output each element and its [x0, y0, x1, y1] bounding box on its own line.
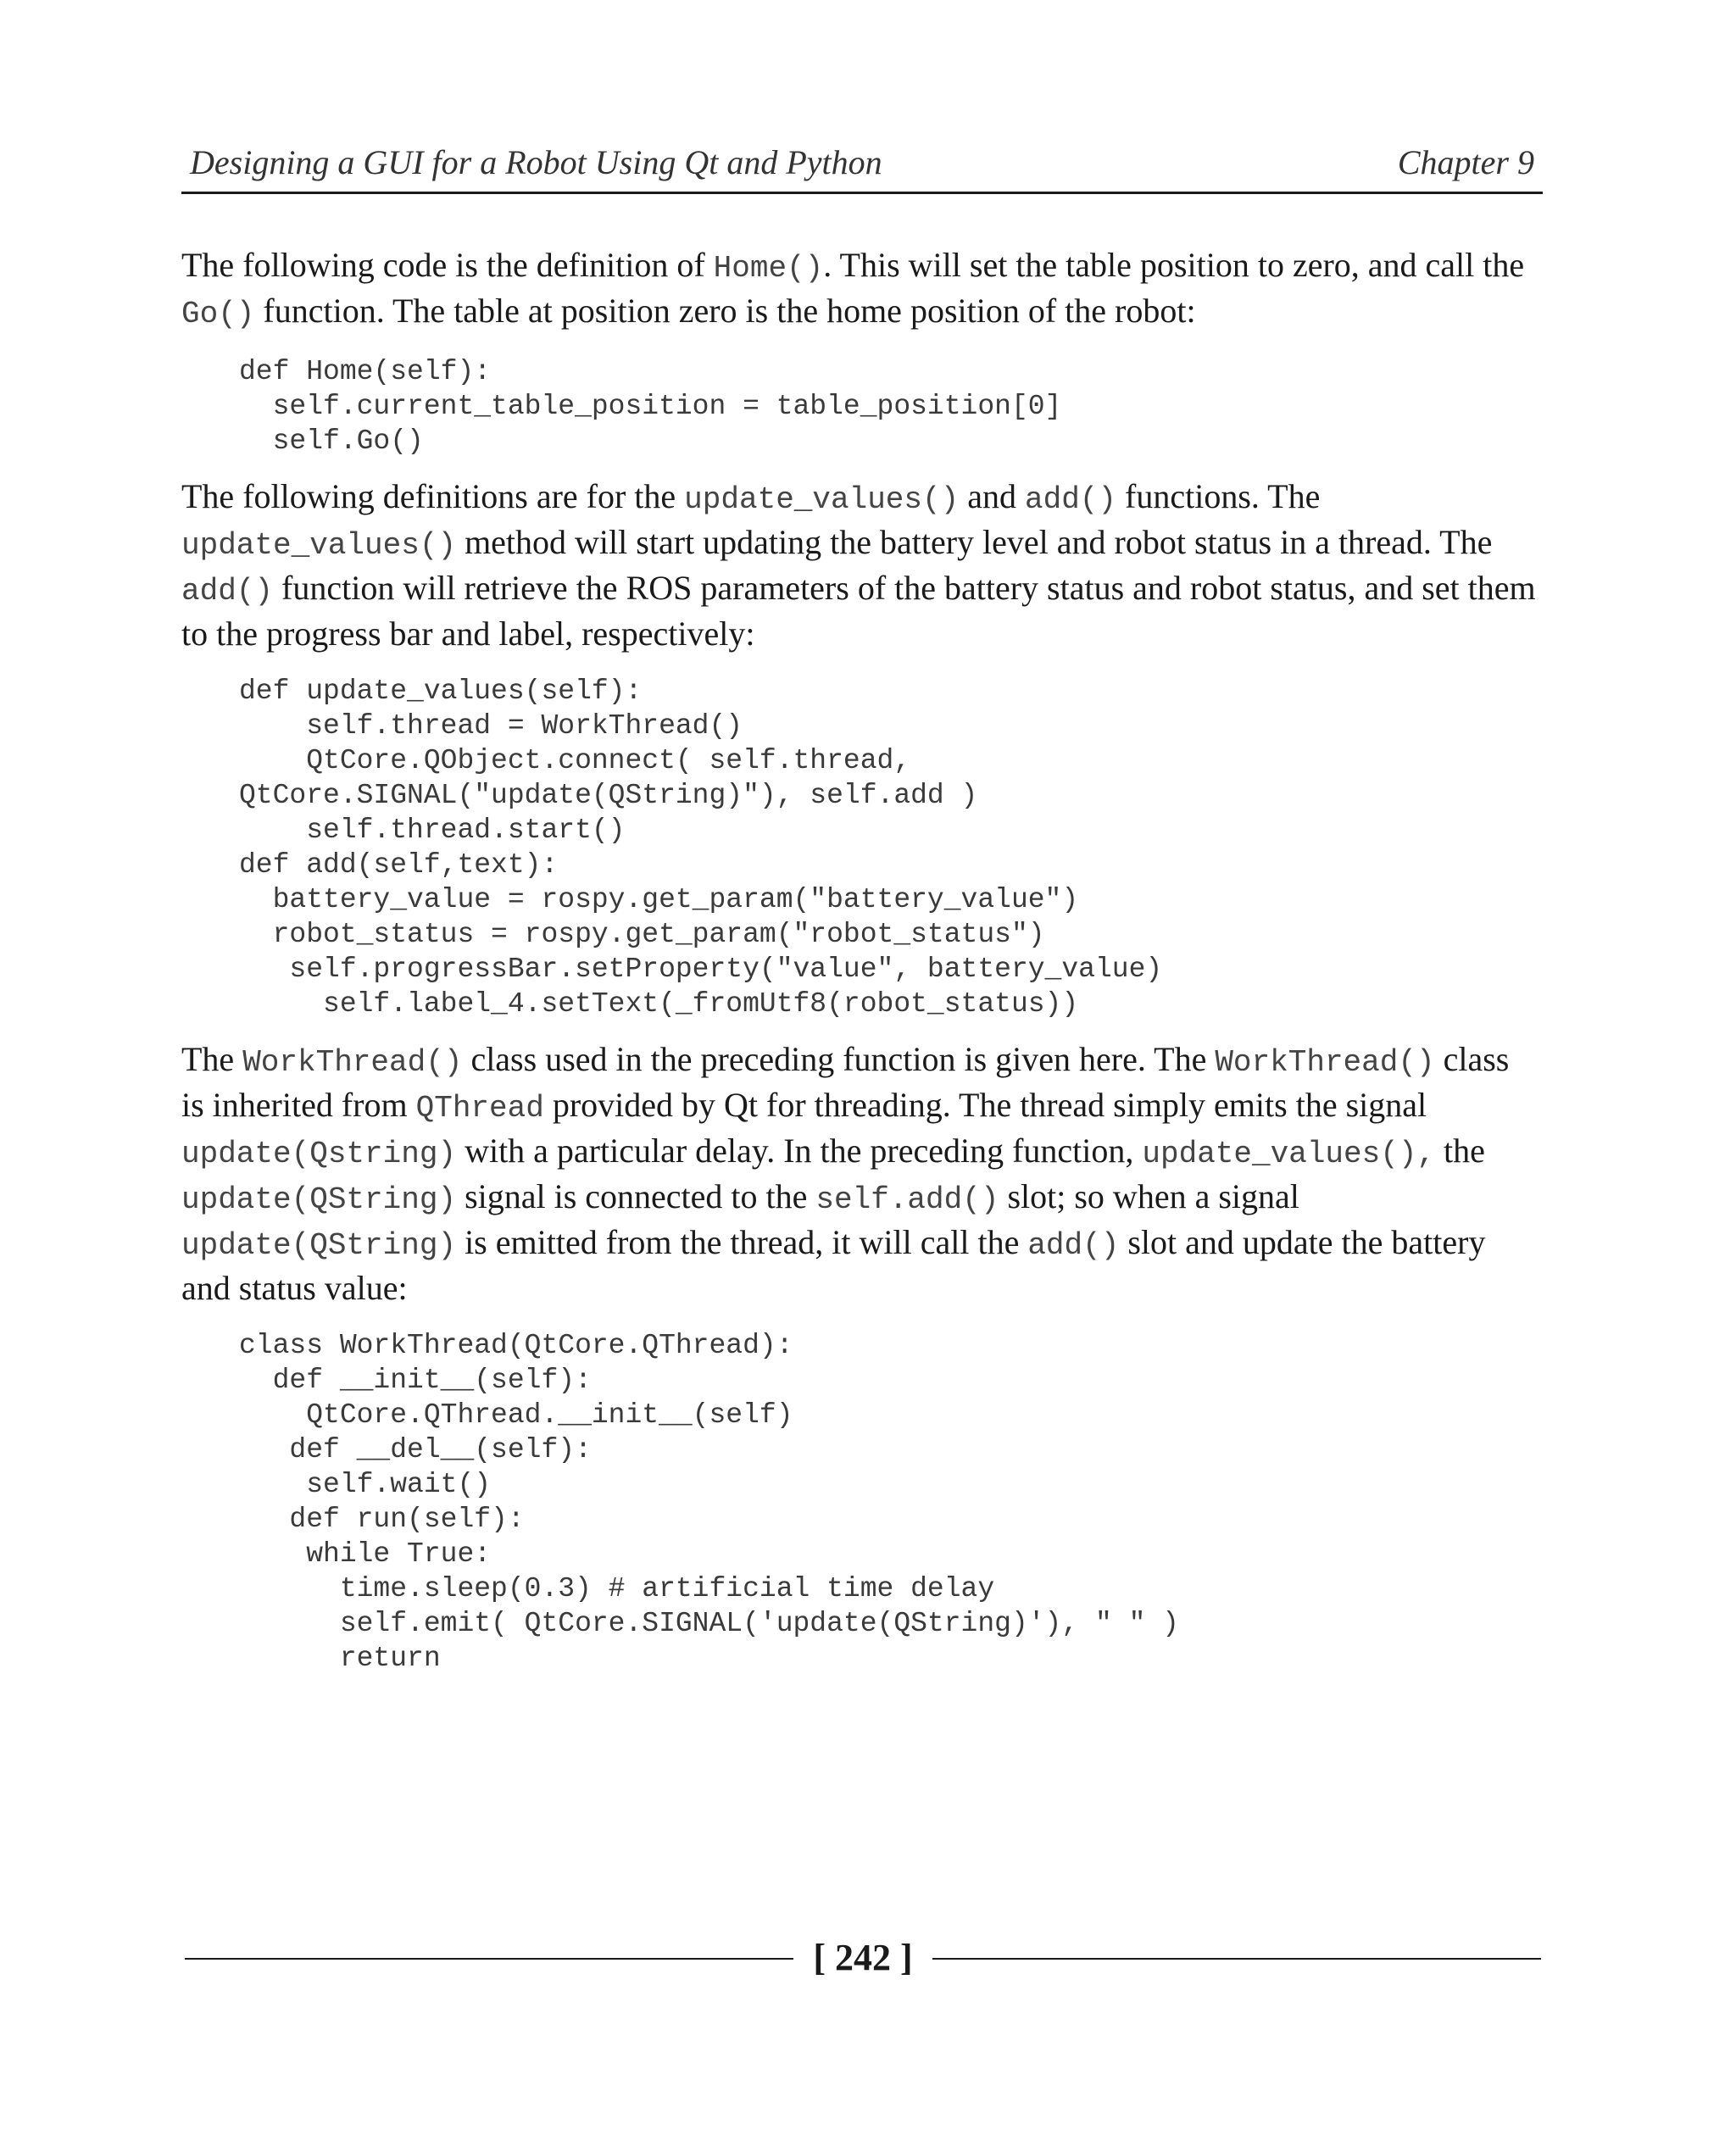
footer-rule-left: [185, 1958, 793, 1960]
page-footer: [185, 1932, 1541, 1983]
paragraph-text: slot and update the battery and status value:: [181, 1223, 1486, 1307]
paragraph-text: is emitted from the thread, it will call the: [456, 1223, 1028, 1261]
inline-code: update_values(): [684, 482, 960, 517]
paragraph-text: with a particular delay. In the preceding function,: [456, 1132, 1143, 1170]
inline-code: update_values(),: [1142, 1137, 1436, 1171]
inline-code: add(): [1025, 482, 1117, 517]
header-chapter: Chapter 9: [1397, 143, 1534, 181]
paragraph-text: function. The table at position zero is the home position of the robot:: [254, 292, 1196, 330]
paragraph-home-intro: [181, 244, 1538, 336]
paragraph-text: class used in the preceding function is given here. The: [462, 1040, 1216, 1078]
inline-code: Go(): [181, 297, 255, 331]
inline-code: update(Qstring): [181, 1137, 457, 1171]
paragraph-text: The following definitions are for the: [181, 477, 685, 515]
paragraph-text: method will start updating the battery level and robot status in a thread. The: [456, 523, 1493, 561]
paragraph-text: provided by Qt for threading. The thread simply emits the signal: [543, 1086, 1427, 1124]
code-block-update-values: def update_values(self): self.thread = WorkThread() QtCore.QObject.connect( self.thread, QtCore.SIGNAL("update(QString)"), self.add ) self.thread.start() def add(self,text): battery_value = rospy.get_param("battery_value") robot_status = rospy.get_param("robot_status") self.progressBar.setProperty("value", battery_value) self.label_4.setText(_fromUtf8(robot_status)): [239, 676, 1163, 1020]
page-body: [181, 244, 1555, 1676]
inline-code: update(QString): [181, 1228, 457, 1263]
header-title: Designing a GUI for a Robot Using Qt and Python: [190, 143, 882, 181]
paragraph-text: The following code is the definition of: [181, 246, 714, 284]
code-block-home: def Home(self): self.current_table_position = table_position[0] self.Go(): [239, 356, 1062, 457]
inline-code: WorkThread(): [1215, 1045, 1435, 1080]
paragraph-update-values: [181, 475, 1538, 655]
paragraph-workthread: [181, 1038, 1538, 1310]
paragraph-text: functions. The: [1116, 477, 1321, 515]
paragraph-text: function will retrieve the ROS parameters of the battery status and robot status, and set them to the progress bar and label, respectively:: [181, 569, 1536, 653]
paragraph-text: The: [181, 1040, 243, 1078]
inline-code: update_values(): [181, 528, 457, 563]
paragraph-text: and: [959, 477, 1025, 515]
inline-code: QThread: [415, 1091, 544, 1126]
paragraph-text: slot; so when a signal: [999, 1177, 1299, 1215]
page-number: [ 242 ]: [813, 1937, 913, 1978]
running-header: [181, 141, 1543, 194]
paragraph-text: class is inherited from: [181, 1040, 1510, 1124]
paragraph-text: signal is connected to the: [456, 1177, 816, 1215]
inline-code: update(QString): [181, 1182, 457, 1217]
inline-code: add(): [181, 574, 274, 609]
inline-code: self.add(): [815, 1182, 999, 1217]
footer-rule-right: [932, 1958, 1541, 1960]
inline-code: Home(): [713, 251, 824, 286]
inline-code: WorkThread(): [242, 1045, 463, 1080]
paragraph-text: the: [1435, 1132, 1485, 1170]
paragraph-text: . This will set the table position to zero, and call the: [823, 246, 1525, 284]
inline-code: add(): [1027, 1228, 1120, 1263]
code-block-workthread: class WorkThread(QtCore.QThread): def __init__(self): QtCore.QThread.__init__(self) def __del__(self): self.wait() def run(self): while True: time.sleep(0.3) # artificial time delay self.emit( QtCore.SIGNAL('update(QString)'), " " ) return: [239, 1330, 1179, 1674]
